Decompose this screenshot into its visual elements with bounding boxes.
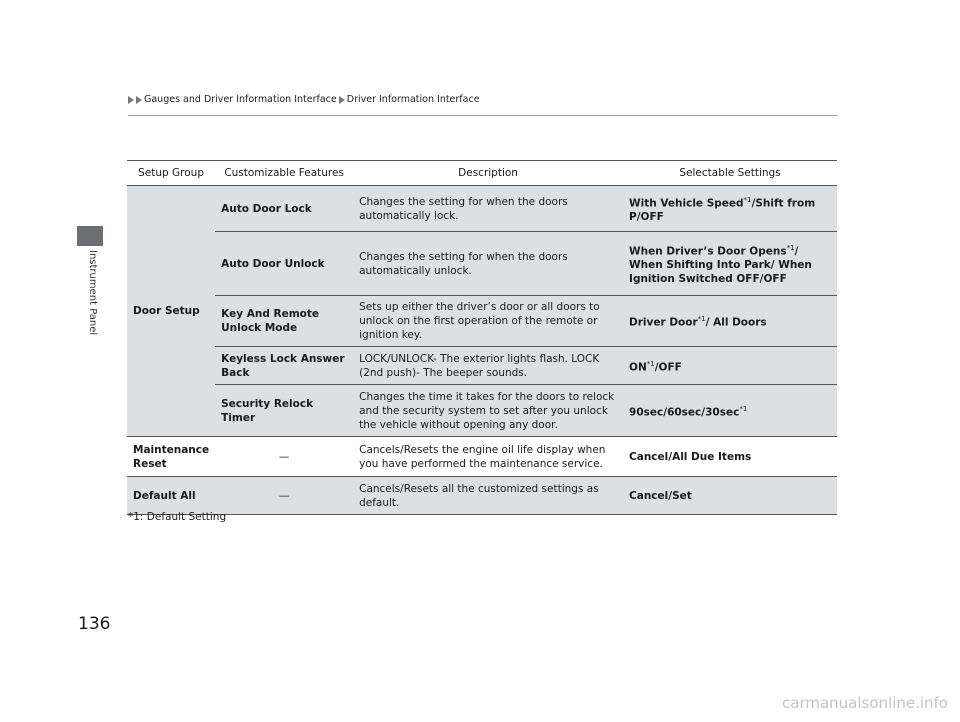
breadcrumb-arrow-icon: [136, 96, 142, 104]
column-header: Setup Group: [127, 161, 215, 186]
description-cell: Sets up either the driver’s door or all doors to unlock on the first operation of the remote or ignition key.: [353, 296, 623, 347]
setup-group-cell: Maintenance Reset: [127, 437, 215, 477]
settings-cell: Driver Door$^{*1}$/ All Doors: [623, 296, 837, 347]
table-row: [127, 186, 837, 232]
feature-cell: —: [215, 437, 353, 477]
feature-cell: Auto Door Unlock: [215, 232, 353, 296]
feature-cell: —: [215, 477, 353, 515]
breadcrumb-arrow-icon: [128, 96, 134, 104]
page-number: 136: [78, 614, 111, 634]
table-row: [127, 296, 837, 347]
settings-cell: ON$^{*1}$/OFF: [623, 347, 837, 385]
feature-cell: Auto Door Lock: [215, 186, 353, 232]
breadcrumb-arrow-icon: [339, 96, 345, 104]
setup-group-cell: Default All: [127, 477, 215, 515]
table-row: [127, 347, 837, 385]
feature-cell: Key And Remote Unlock Mode: [215, 296, 353, 347]
settings-cell: When Driver’s Door Opens$^{*1}$/ When Shifting Into Park/ When Ignition Switched OFF/OFF: [623, 232, 837, 296]
breadcrumb: [128, 94, 480, 105]
settings-cell: With Vehicle Speed$^{*1}$/Shift from P/OFF: [623, 186, 837, 232]
column-header: Selectable Settings: [623, 161, 837, 186]
description-cell: Changes the setting for when the doors automatically lock.: [353, 186, 623, 232]
settings-cell: $90\sec/60\sec/30\sec^{*1}$: [623, 385, 837, 437]
header-rule: [128, 115, 837, 116]
chapter-tab-marker: [77, 226, 103, 246]
table-row: [127, 477, 837, 515]
description-cell: Changes the time it takes for the doors to relock and the security system to set after you unlock the vehicle without opening any door.: [353, 385, 623, 437]
table-row: [127, 385, 837, 437]
feature-cell: Keyless Lock Answer Back: [215, 347, 353, 385]
breadcrumb-item[interactable]: Gauges and Driver Information Interface: [144, 94, 337, 105]
settings-cell: Cancel/All Due Items: [623, 437, 837, 477]
description-cell: Cancels/Resets the engine oil life display when you have performed the maintenance service.: [353, 437, 623, 477]
table-row: [127, 232, 837, 296]
watermark: carmanualsonline.info: [782, 694, 948, 712]
chapter-side-label: Instrument Panel: [87, 250, 98, 336]
column-header: Description: [353, 161, 623, 186]
footnote: *1: Default Setting: [128, 511, 227, 523]
setup-group-cell: Door Setup: [127, 186, 215, 437]
feature-cell: Security Relock Timer: [215, 385, 353, 437]
description-cell: LOCK/UNLOCK- The exterior lights flash. LOCK (2nd push)- The beeper sounds.: [353, 347, 623, 385]
table-row: [127, 437, 837, 477]
column-header: Customizable Features: [215, 161, 353, 186]
description-cell: Cancels/Resets all the customized settings as default.: [353, 477, 623, 515]
table-header-row: [127, 161, 837, 186]
breadcrumb-item[interactable]: Driver Information Interface: [346, 94, 480, 105]
settings-cell: Cancel/Set: [623, 477, 837, 515]
description-cell: Changes the setting for when the doors automatically unlock.: [353, 232, 623, 296]
settings-table: [127, 160, 837, 515]
